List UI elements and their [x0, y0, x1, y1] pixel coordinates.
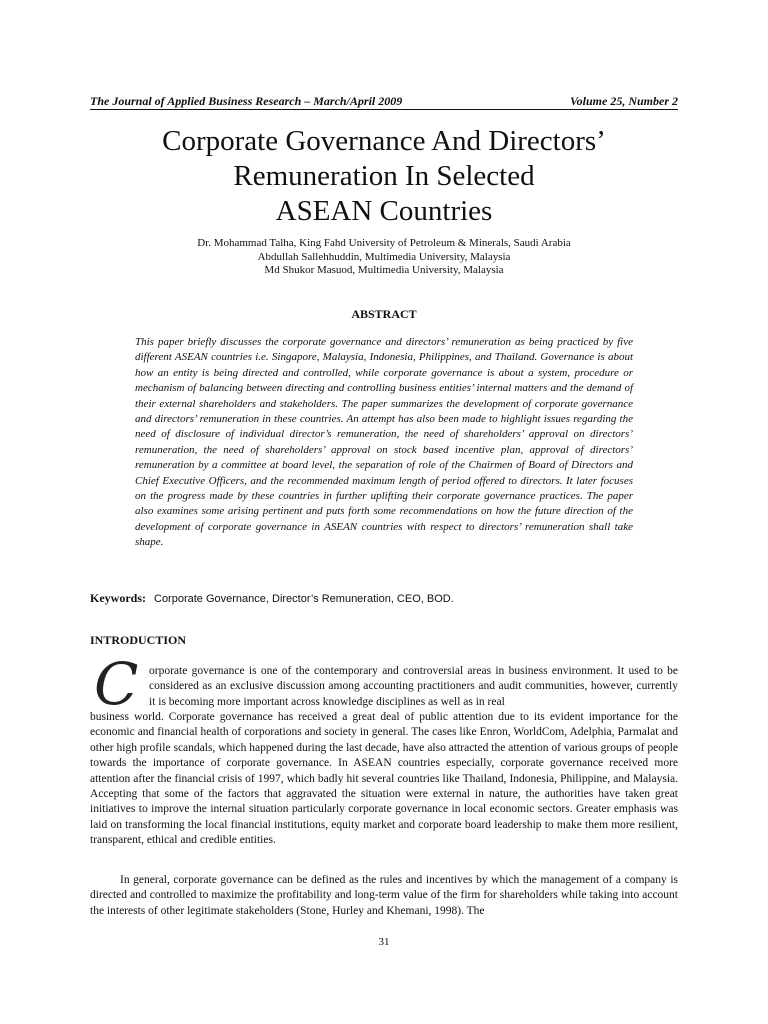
intro-indented-text: orporate governance is one of the contemporary and controversial areas in business environment. It used to be considered as an exclusive discussion among accounting practitioners and audit communities, however, currently it is becoming more important across knowledge disciplines as well as in real [149, 665, 678, 708]
page-number: 31 [378, 936, 390, 948]
keywords-list: Corporate Governance, Director’s Remuneration, CEO, BOD. [154, 593, 454, 605]
title-line-2: Remuneration In Selected [233, 160, 535, 192]
keywords-label: Keywords: [90, 591, 146, 605]
abstract-heading: ABSTRACT [351, 307, 417, 321]
author-1: Dr. Mohammad Talha, King Fahd University of Petroleum & Minerals, Saudi Arabia [197, 237, 571, 249]
journal-title: The Journal of Applied Business Research – March/April 2009 [90, 94, 403, 108]
running-header [90, 94, 678, 110]
abstract-text: This paper briefly discusses the corporate governance and directors’ remuneration as being practiced by five different ASEAN countries i.e. Singapore, Malaysia, Indonesia, Philippines, and Thailand. Governance is about how an entity is being directed and controlled, while corporate governance is about a system, procedure or mechanism of balancing between directing and controlling business entities’ internal matters and the demand of their external shareholders and stakeholders. The paper summarizes the development of corporate governance and directors’ remuneration in these countries. An attempt has also been made to highlight issues regarding the need of disclosure of individual director’s remuneration, the need of shareholders’ approval on directors’ remuneration, the need of shareholders’ approval on stock based incentive plan, approval of directors’ remuneration by a committee at board level, the separation of role of the Chairmen of Board of Directors and Chief Executive Officers, and the recommended maximum length of period offered to directors. It later focuses on the progress made by these countries in further uplifting their corporate governance practices. The paper also examines some arising pertinent and puts forth some recommendations on how the future direction of the development of corporate governance in ASEAN countries with respect to directors’ remuneration shall take shape. [135, 336, 633, 549]
intro-paragraph-1: business world. Corporate governance has received a great deal of public attention due to its evident importance for the economic and financial health of corporations and society in general. The cases like Enron, WorldCom, Adelphia, Parmalat and other high profile scandals, which happened during the last decade, have also attracted the attention of various groups of people towards the importance of corporate governance. In ASEAN countries especially, corporate governance received more attention after the financial crisis of 1997, which badly hit several countries like Thailand, Indonesia, Philippine, and Malaysia. Accepting that some of the factors that aggravated the situation were external in nature, the authorities have taken great initiatives to improve the internal situation particularly corporate governance in local economic sectors. Greater emphasis was laid on transforming the local financial institutions, equity market and corporate board leadership to make them more resilient, transparent, ethical and credible entities. [90, 711, 678, 847]
intro-paragraph-2: In general, corporate governance can be defined as the rules and incentives by which the management of a company is directed and controlled to maximize the profitability and long-term value of the firm for shareholders while taking into account the interests of other legitimate stakeholders (Stone, Hurley and Khemani, 1998). The [90, 874, 678, 917]
paper-title [90, 124, 678, 229]
title-line-1: Corporate Governance And Directors’ [162, 125, 606, 157]
author-2: Abdullah Sallehhuddin, Multimedia University, Malaysia [257, 250, 511, 263]
drop-cap-letter: C [94, 650, 139, 718]
volume-number: Volume 25, Number 2 [569, 94, 678, 108]
author-3: Md Shukor Masuod, Multimedia University, Malaysia [264, 264, 504, 276]
title-line-3: ASEAN Countries [275, 195, 493, 227]
introduction-heading: INTRODUCTION [90, 633, 187, 647]
author-list [90, 237, 678, 278]
keywords [90, 591, 678, 606]
